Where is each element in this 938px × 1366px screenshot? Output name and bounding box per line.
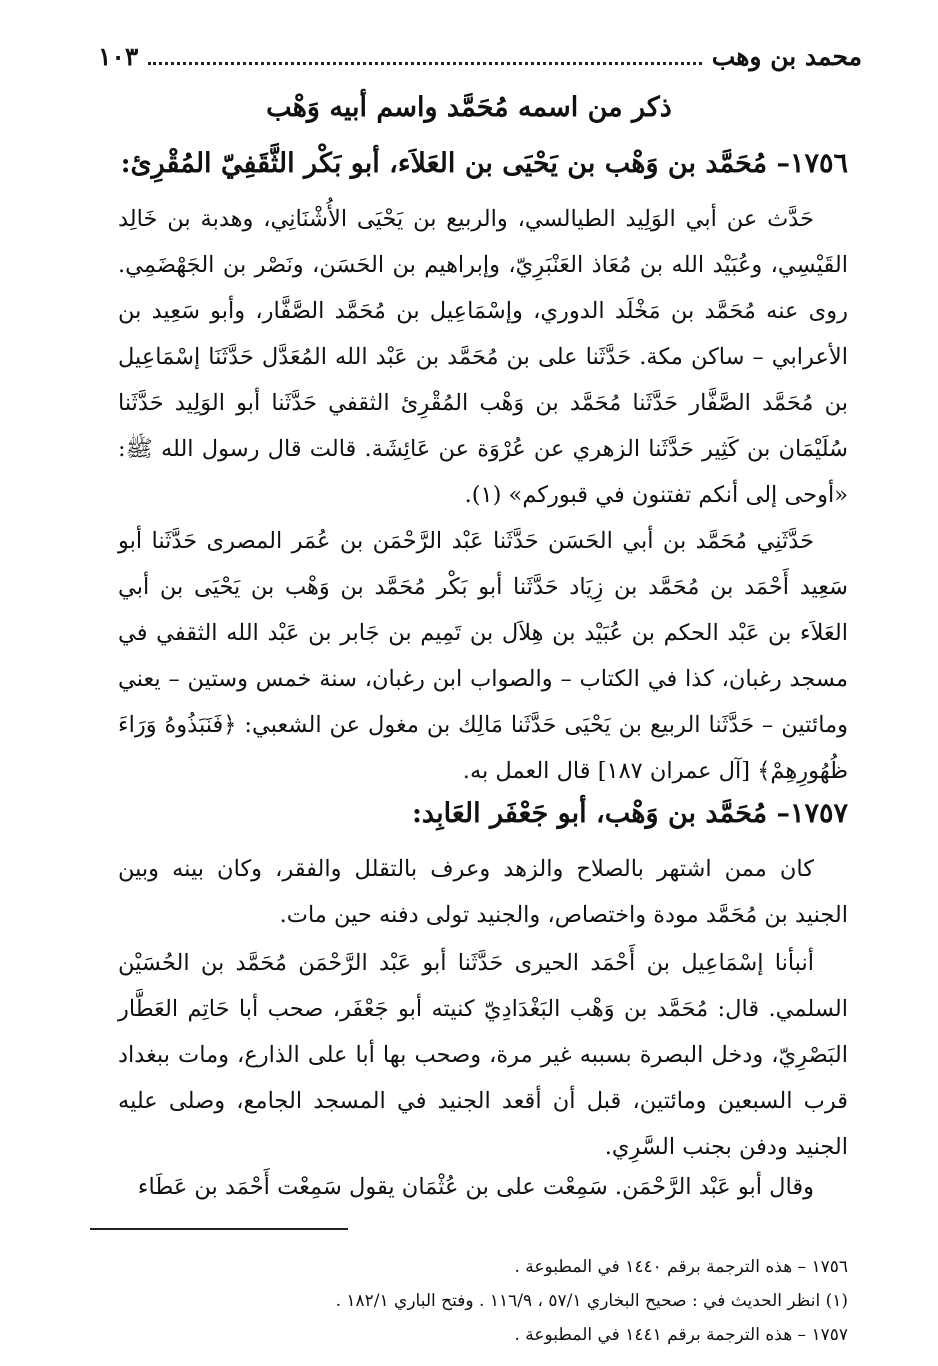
footnote: ١٧٥٦ – هذه الترجمة برقم ١٤٤٠ في المطبوعة . (514, 1257, 848, 1277)
footnote-divider (90, 1228, 348, 1230)
section-title: ذكر من اسمه مُحَمَّد واسم أبيه وَهْب (266, 92, 672, 123)
running-title: محمد بن وهب (711, 41, 862, 71)
footnote: ١٧٥٧ – هذه الترجمة برقم ١٤٤١ في المطبوعة . (514, 1325, 848, 1345)
entry-1757-paragraph-1 (118, 846, 848, 938)
running-header (98, 36, 862, 76)
paragraph: وقال أبو عَبْد الرَّحْمَن. سَمِعْت على بن عُثْمَان يقول سَمِعْت أَحْمَد بن عَطَاء (137, 1174, 814, 1200)
entry-heading: ١٧٥٦– مُحَمَّد بن وَهْب بن يَحْيَى بن العَلاَء، أبو بَكْر الثَّقَفِيّ المُقْرِئ: (120, 148, 848, 179)
entry-title-1756 (118, 148, 848, 179)
entry-1756-paragraph-1 (118, 196, 848, 518)
entry-heading: ١٧٥٧– مُحَمَّد بن وَهْب، أبو جَعْفَر العَابِد: (411, 798, 848, 829)
paragraph: حَدَّثَنِي مُحَمَّد بن أبي الحَسَن حَدَّثَنا عَبْد الرَّحْمَن بن عُمَر المصرى حَدَّثَنا أبو سَعِيد أَحْمَد بن مُحَمَّد بن زِيَاد حَدَّثَنا أبو بَكْر مُحَمَّد بن وَهْب بن يَحْيَى بن أبي العَلاَء بن عَبْد الحكم بن عُبَيْد بن هِلاَل بن تَمِيم بن جَابر بن عَبْد الله الثقفي في مسجد رغبان، كذا في الكتاب – والصواب ابن رغبان، سنة خمس وستين – يعني ومائتين – حَدَّثَنا الربيع بن يَحْيَى حَدَّثَنا مَالِك بن مغول عن الشعبي: ﴿فَنَبَذُوهُ وَرَاءَ ظُهُورِهِمْ﴾ [آل عمران ١٨٧] قال العمل به. (118, 528, 848, 784)
footnote: (١) انظر الحديث في : صحيح البخاري ٥٧/١ ، ١١٦/٩ . وفتح الباري ١٨٢/١ . (335, 1291, 848, 1311)
paragraph: أنبأنا إسْمَاعِيل بن أَحْمَد الحيرى حَدَّثَنا أبو عَبْد الرَّحْمَن مُحَمَّد بن الحُسَيْن السلمي. قال: مُحَمَّد بن وَهْب البَغْدَادِيّ كنيته أبو جَعْفَر، صحب أبا حَاتِم العَطَّار البَصْرِيّ، ودخل البصرة بسببه غير مرة، وصحب بها أبا على الذارع، ومات ببغداد قرب السبعين ومائتين، قبل أن أقعد الجنيد في المسجد الجامع، وصلى عليه الجنيد ودفن بجنب السَّرِي. (118, 950, 848, 1160)
entry-1757-paragraph-3 (118, 1164, 848, 1210)
dotted-leader (148, 62, 701, 65)
entry-1756-paragraph-2 (118, 518, 848, 794)
entry-title-1757 (118, 798, 848, 829)
footnotes (88, 1250, 848, 1352)
paragraph: كان ممن اشتهر بالصلاح والزهد وعرف بالتقلل والفقر، وكان بينه وبين الجنيد بن مُحَمَّد مودة واختصاص، والجنيد تولى دفنه حين مات. (118, 856, 848, 928)
page-number: ١٠٣ (98, 41, 139, 71)
paragraph: حَدَّث عن أبي الوَلِيد الطيالسي، والربيع بن يَحْيَى الأُشْنَانِي، وهدبة بن خَالِد القَيْسِي، وعُبَيْد الله بن مُعَاذ العَنْبَرِيّ، وإبراهيم بن الحَسَن، ونَصْر بن الجَهْضَمِي. روى عنه مُحَمَّد بن مَخْلَد الدوري، وإسْمَاعِيل بن مُحَمَّد الصَّفَّار، وأبو سَعِيد بن الأعرابي – ساكن مكة. حَدَّثَنا على بن مُحَمَّد بن عَبْد الله المُعَدَّل حَدَّثَنَا إسْمَاعِيل بن مُحَمَّد الصَّفَّار حَدَّثَنا مُحَمَّد بن وَهْب المُقْرِئ الثقفي حَدَّثَنا أبو الوَلِيد حَدَّثَنا سُلَيْمَان بن كَثِير حَدَّثَنا الزهري عن عُرْوَة عن عَائِشَة. قالت قال رسول الله ﷺ: «أوحى إلى أنكم تفتنون في قبوركم» (١). (118, 206, 848, 508)
entry-1757-paragraph-2 (118, 940, 848, 1170)
